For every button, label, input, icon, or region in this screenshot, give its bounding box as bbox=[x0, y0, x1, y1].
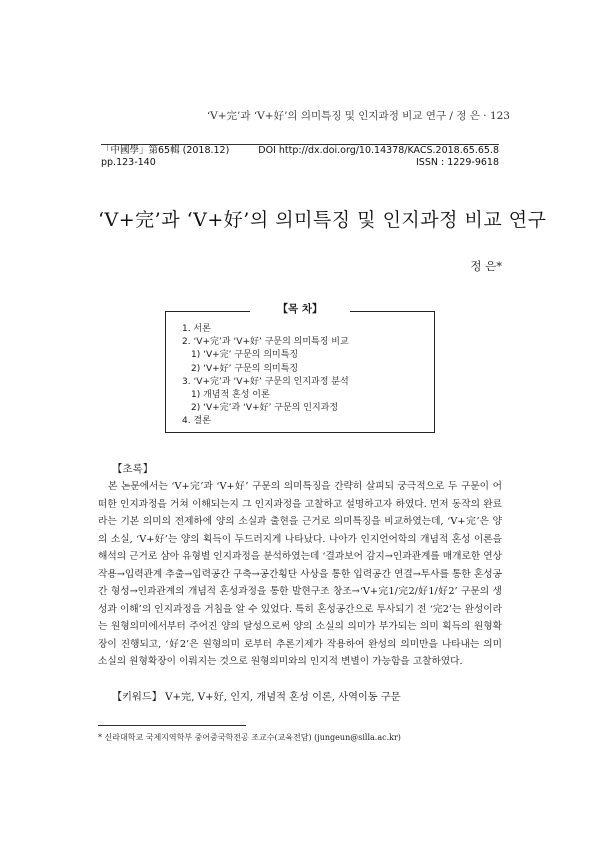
footnote-divider bbox=[98, 725, 246, 726]
journal-pages: pp.123-140 bbox=[101, 157, 156, 168]
toc-item: 1) ‘V+完’ 구문의 의미특징 bbox=[191, 350, 299, 361]
toc-heading: 【목 차】 bbox=[250, 301, 350, 316]
keywords: 【키워드】 V+完, V+好, 인지, 개념적 혼성 이론, 사역이동 구문 bbox=[112, 692, 401, 703]
toc-list bbox=[182, 323, 349, 429]
abstract-text: 본 논문에서는 ‘V+完’과 ‘V+好’ 구문의 의미특징을 간략히 살피되 궁극적으로 두 구문이 어떠한 인지과정을 거쳐 이해되는지 그 인지과정을 고찰하고 설명하고자 하였다. 먼저 동작의 완료라는 기본 의미의 전제하에 양의 소실과 출현을 근거로 의미특징을 비교하였는데, ‘V+完’은 양의 소실, ‘V+好’는 양의 획득이 두드러지게 나타났다. 나아가 인지언어학의 개념적 혼성 이론을 해석의 근거로 삼아 유형별 인지과정을 분석하였는데 ‘결과보어 감지→인과관계를 매개로한 연상 작용→입력관계 추출→입력공간 구축→공간횡단 사상을 통한 입력공간 연결→투사를 통한 혼성공간 형성→인과관계의 개념적 혼성과정을 통한 발현구조 창조→‘V+完1/完2/好1/好2’ 구문의 생성과 이해’의 인지과정을 거침을 알 수 있었다. 특히 혼성공간으로 투사되기 전 ‘完2’는 완성이라는 원형의미에서부터 주어진 양의 달성으로써 양의 소실의 의미가 부가되는 의미 획득의 원형확장이 진행되고, ‘好2’은 원형의미 로부터 추론기제가 작용하여 완성의 의미만을 나타내는 의미 소실의 원형확장이 이뤄지는 것으로 원형의미와의 인지적 변별이 가능함을 고찰하였다. bbox=[98, 481, 502, 667]
toc-item: 1) 개념적 혼성 이론 bbox=[191, 390, 270, 401]
toc-item: 3. ‘V+完’과 ‘V+好’ 구문의 인지과정 분석 bbox=[182, 376, 349, 387]
paper-title: ‘V+完’과 ‘V+好’의 의미특징 및 인지과정 비교 연구 bbox=[98, 209, 547, 231]
toc-item: 2. ‘V+完’과 ‘V+好’ 구문의 의미특징 비교 bbox=[182, 337, 349, 348]
journal-citation-block bbox=[101, 145, 229, 169]
header-divider bbox=[101, 144, 499, 145]
toc-item: 1. 서론 bbox=[182, 324, 211, 334]
journal-id-block bbox=[258, 145, 499, 169]
author-footnote: * 신라대학교 국제지역학부 중어중국학전공 조교수(교육전담) (jungeun@silla.ac.kr) bbox=[98, 733, 401, 742]
abstract-label: 【초록】 bbox=[112, 463, 154, 475]
toc-item: 2) ‘V+完’과 ‘V+好’ 구문의 인지과정 bbox=[191, 403, 339, 414]
toc-item: 2) ‘V+好’ 구문의 의미특징 bbox=[191, 363, 299, 374]
journal-issn: ISSN : 1229-9618 bbox=[416, 157, 499, 168]
journal-doi[interactable]: DOI http://dx.doi.org/10.14378/KACS.2018.65.65.8 bbox=[258, 145, 499, 156]
table-of-contents bbox=[165, 311, 435, 433]
running-head: ‘V+完’과 ‘V+好’의 의미특징 및 인지과정 비교 연구 / 정 은 · 123 bbox=[206, 110, 510, 122]
toc-item: 4. 결론 bbox=[182, 416, 211, 427]
journal-citation: 「中國學」第65輯 (2018.12) bbox=[101, 145, 230, 156]
author-name: 정 은* bbox=[470, 259, 502, 273]
